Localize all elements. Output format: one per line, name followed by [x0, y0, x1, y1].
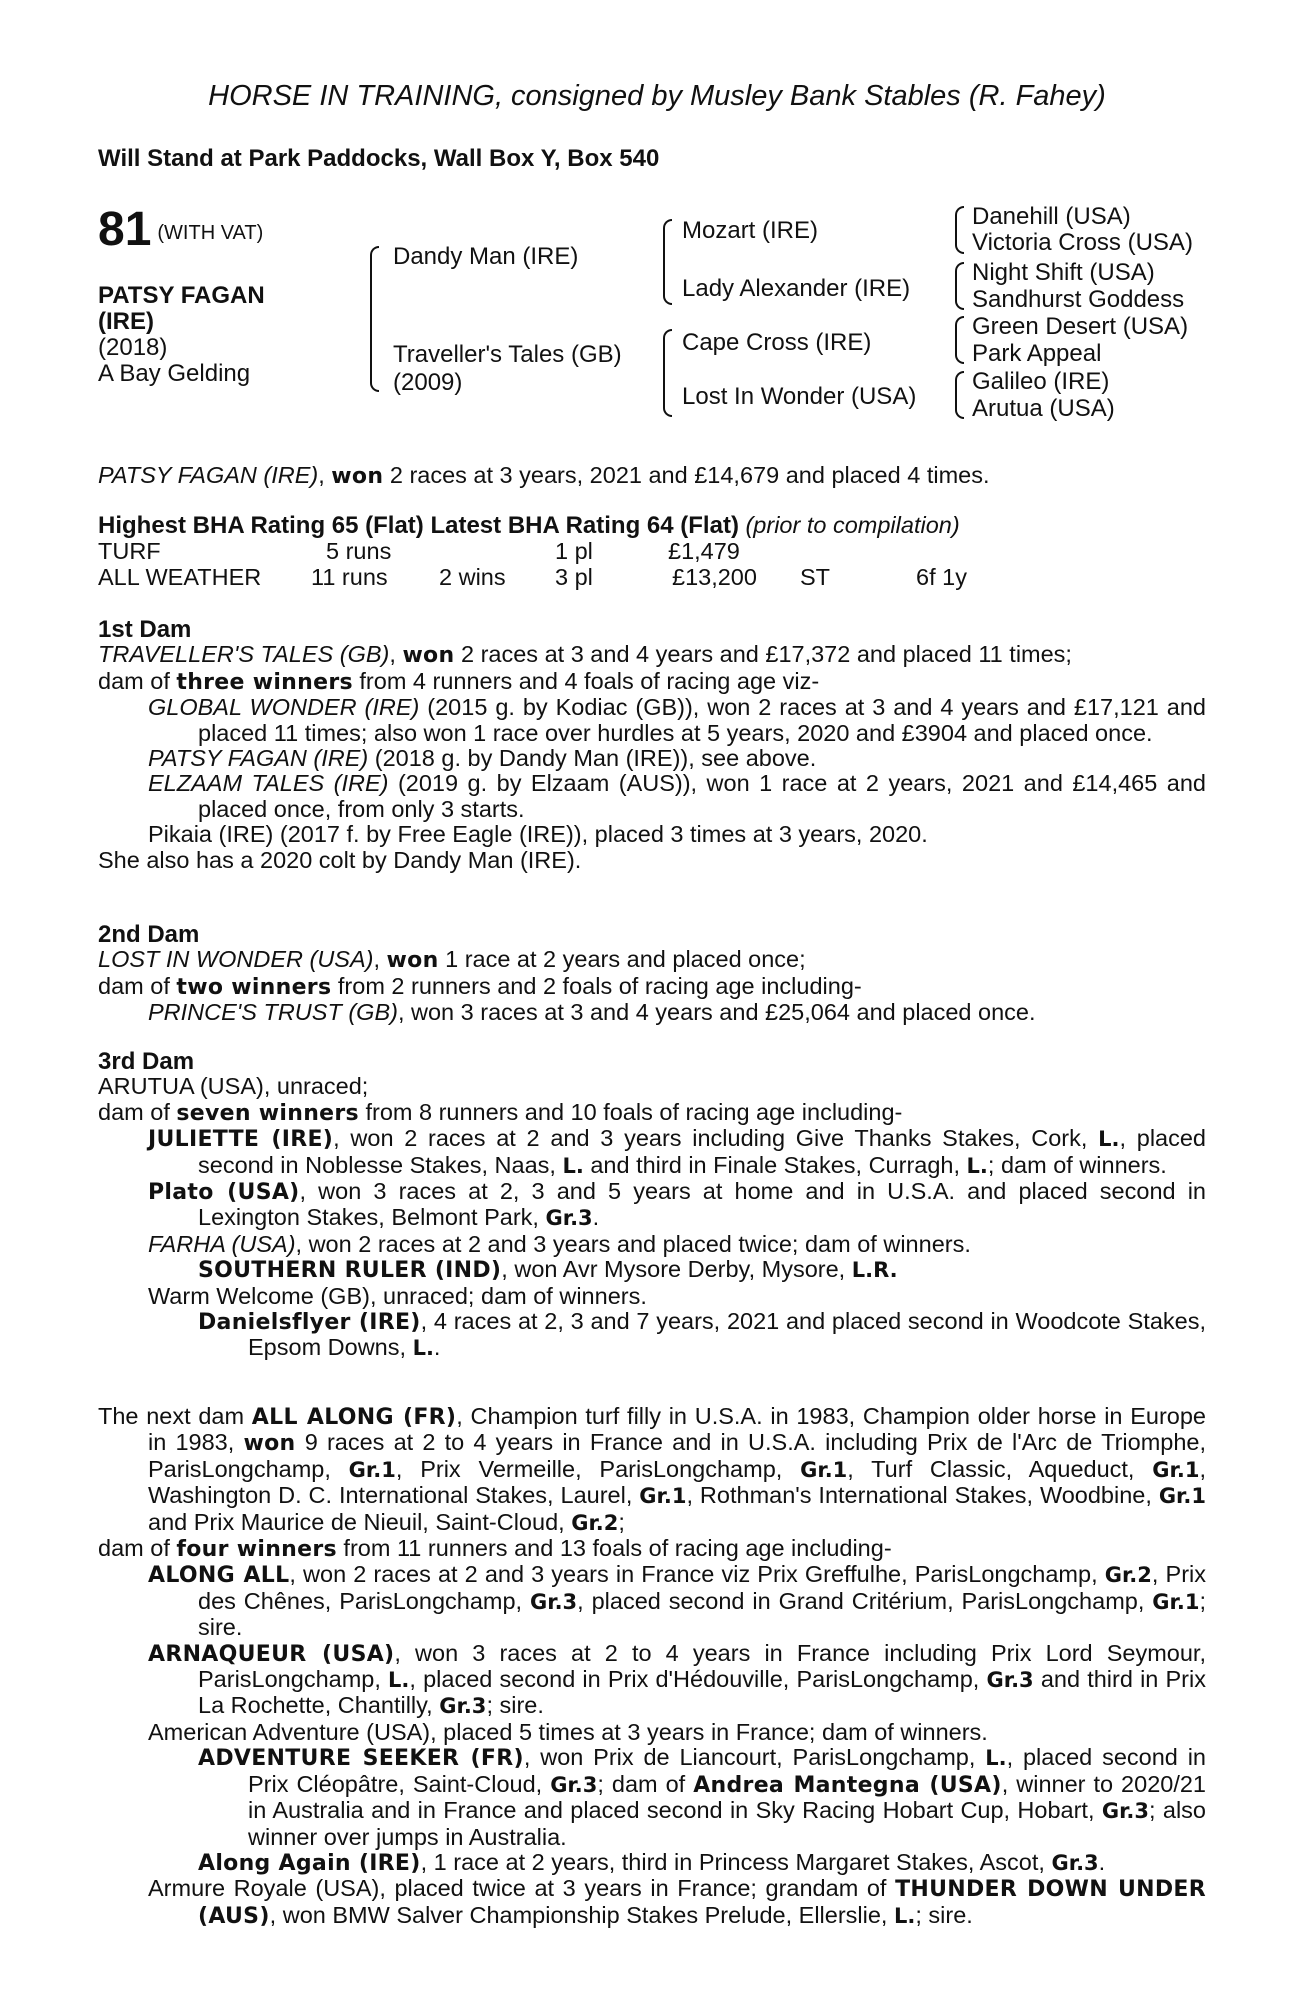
pedigree-bracket: [955, 262, 964, 310]
pedigree-dds: Galileo (IRE): [972, 368, 1110, 395]
pedigree-dam-year: (2009): [393, 369, 463, 396]
second-dam-section: 2nd Dam LOST IN WONDER (USA), won 1 race at 2 years and placed once; dam of two winners from 2 runners and 2 foals of racing age including- PRINCE'S TRUST (GB), won 3 races at 3 and 4 years and £25,064 and placed once.: [98, 921, 1036, 1026]
pedigree-sds: Night Shift (USA): [972, 259, 1155, 286]
pedigree-bracket: [663, 329, 672, 417]
stand-location: Will Stand at Park Paddocks, Wall Box Y, Box 540: [98, 145, 660, 172]
first-dam-heading: 1st Dam: [98, 616, 192, 643]
pedigree-ddd: Arutua (USA): [972, 395, 1115, 422]
race-summary: PATSY FAGAN (IRE), won 2 races at 3 years, 2021 and £14,679 and placed 4 times.: [98, 462, 990, 489]
next-dam-section: The next dam ALL ALONG (FR), Champion turf filly in U.S.A. in 1983, Champion older horse in Europe in 1983, won 9 races at 2 to 4 years in France and in U.S.A. including Prix de l'Arc de Triomphe, ParisLongchamp, Gr.1, Prix Vermeille, ParisLongchamp, Gr.1, Turf Classic, Aqueduct, Gr.1, Washington D. C. International Stakes, Laurel, Gr.1, Rothman's International Stakes, Woodbine, Gr.1 and Prix Maurice de Nieuil, Saint-Cloud, Gr.2; dam of four winners from 11 runners and 13 foals of racing age including- ALONG ALL, won 2 races at 2 and 3 years in France viz Prix Greffulhe, ParisLongchamp, Gr.2, Prix des Chênes, ParisLongchamp, Gr.3, placed second in Grand Critérium, ParisLongchamp, Gr.1; sire. ARNAQUEUR (USA), won 3 races at 2 to 4 years in France including Prix Lord Seymour, ParisLongchamp, L., placed second in Prix d'Hédouville, ParisLongchamp, Gr.3 and third in Prix La Rochette, Chantilly, Gr.3; sire. American Adventure (USA), placed 5 times at 3 years in France; dam of winners. ADVENTURE SEEKER (FR), won Prix de Liancourt, ParisLongchamp, L., placed second in Prix Cléopâtre, Saint-Cloud, Gr.3; dam of Andrea Mantegna (USA), winner to 2020/21 in Australia and in France and placed second in Sky Racing Hobart Cup, Hobart, Gr.3; also winner over jumps in Australia. Along Again (IRE), 1 race at 2 years, third in Princess Margaret Stakes, Ascot, Gr.3. Armure Royale (USA), placed twice at 3 years in France; grandam of THUNDER DOWN UNDER (AUS), won BMW Salver Championship Stakes Prelude, Ellerslie, L.; sire.: [98, 1403, 1207, 1929]
pedigree-sdd: Sandhurst Goddess: [972, 286, 1185, 313]
pedigree-ssd: Victoria Cross (USA): [972, 229, 1193, 256]
page-header: HORSE IN TRAINING, consigned by Musley Bank Stables (R. Fahey): [208, 80, 1106, 112]
horse-year: (2018): [98, 334, 168, 361]
pedigree-dam: Traveller's Tales (GB): [393, 341, 622, 368]
pedigree-bracket: [955, 316, 964, 364]
horse-description: A Bay Gelding: [98, 360, 251, 387]
horse-country: (IRE): [98, 308, 154, 335]
horse-name: PATSY FAGAN: [98, 282, 265, 309]
pedigree-bracket: [955, 371, 964, 419]
lot-number-value: 81: [98, 203, 152, 256]
pedigree-dsd: Park Appeal: [972, 340, 1102, 367]
progeny-item: PATSY FAGAN (IRE) (2018 g. by Dandy Man (IRE)), see above.: [148, 745, 817, 772]
pedigree-bracket: [370, 246, 379, 392]
pedigree-sire: Dandy Man (IRE): [393, 243, 579, 270]
progeny-item: GLOBAL WONDER (IRE) (2015 g. by Kodiac (GB)), won 2 races at 3 and 4 years and £17,121 and placed 11 times; also won 1 race over hurdles at 5 years, 2020 and £3904 and placed once.: [148, 694, 1206, 746]
vat-note: (WITH VAT): [157, 222, 264, 244]
pedigree-bracket: [663, 219, 672, 305]
pedigree-dss: Green Desert (USA): [972, 313, 1189, 340]
first-dam-section: 1st Dam TRAVELLER'S TALES (GB), won 2 races at 3 and 4 years and £17,372 and placed 11 times; dam of three winners from 4 runners and 4 foals of racing age viz- GLOBAL WONDER (IRE) (2015 g. by Kodiac (GB)), won 2 races at 3 and 4 years and £17,121 and placed 11 times; also won 1 race over hurdles at 5 years, 2020 and £3904 and placed once. PATSY FAGAN (IRE) (2018 g. by Dandy Man (IRE)), see above. ELZAAM TALES (IRE) (2019 g. by Elzaam (AUS)), won 1 race at 2 years, 2021 and £14,465 and placed once, from only 3 starts. Pikaia (IRE) (2017 f. by Free Eagle (IRE)), placed 3 times at 3 years, 2020. She also has a 2020 colt by Dandy Man (IRE).: [98, 616, 1206, 873]
pedigree-sire-dam: Lady Alexander (IRE): [682, 275, 911, 302]
pedigree-sss: Danehill (USA): [972, 203, 1131, 230]
pedigree-dam-sire: Cape Cross (IRE): [682, 329, 872, 356]
progeny-item: ELZAAM TALES (IRE) (2019 g. by Elzaam (AUS)), won 1 race at 2 years, 2021 and £14,465 and placed once, from only 3 starts.: [148, 770, 1206, 822]
pedigree-sire-sire: Mozart (IRE): [682, 217, 819, 244]
pedigree-dam-dam: Lost In Wonder (USA): [682, 383, 917, 410]
third-dam-section: 3rd Dam ARUTUA (USA), unraced; dam of seven winners from 8 runners and 10 foals of racing age including- JULIETTE (IRE), won 2 races at 2 and 3 years including Give Thanks Stakes, Cork, L., placed second in Noblesse Stakes, Naas, L. and third in Finale Stakes, Curragh, L.; dam of winners. Plato (USA), won 3 races at 2, 3 and 5 years at home and in U.S.A. and placed second in Lexington Stakes, Belmont Park, Gr.3. FARHA (USA), won 2 races at 2 and 3 years and placed twice; dam of winners. SOUTHERN RULER (IND), won Avr Mysore Derby, Mysore, L.R. Warm Welcome (GB), unraced; dam of winners. Danielsflyer (IRE), 4 races at 2, 3 and 7 years, 2021 and placed second in Woodcote Stakes, Epsom Downs, L..: [98, 1048, 1207, 1361]
pedigree-bracket: [955, 206, 964, 254]
lot-number: [98, 205, 263, 258]
horse-details: [98, 283, 265, 387]
progeny-item: Pikaia (IRE) (2017 f. by Free Eagle (IRE)), placed 3 times at 3 years, 2020.: [148, 821, 928, 848]
bha-rating: Highest BHA Rating 65 (Flat) Latest BHA Rating 64 (Flat) (prior to compilation): [98, 512, 960, 539]
catalogue-page: HORSE IN TRAINING, consigned by Musley Bank Stables (R. Fahey) Will Stand at Park Paddocks, Wall Box Y, Box 540 81 (WITH VAT) PATSY FAGAN (IRE) (2018) A Bay Gelding Dandy Man (IRE) Traveller's Tales (GB) (2009) Mozart (IRE) Lady Alexander (IRE) Cape Cross (IRE) Lost In Wonder (USA) Danehill (USA) Victoria Cross (USA) Night Shift (USA) Sandhurst Goddess Green Desert (USA) Park Appeal Galileo (IRE) Arutua (USA) PATSY FAGAN (IRE), won 2 races at 3 years, 2021 and £14,679 and placed 4 times. Highest BHA Rating 65 (Flat) Latest BHA Rating 64 (Flat) (prior to compilation) TURF 5 runs 1 pl £1,479 ALL WEATHER 11 runs 2 wins 3 pl £13,200 ST 6f 1y 1st Dam TRAVELLER'S TALES (GB), won 2 races at 3 and 4 years and £17,372 and placed 11 times; dam of three winners from 4 runners and 4 foals of racing age viz- GLOBAL WONDER (IRE) (2015 g. by Kodiac (GB)), won 2 races at 3 and 4 years and £17,121 and placed 11 times; also won 1 race over hurdles at 5 years, 2020 and £3904 and placed once. PATSY FAGAN (IRE) (2018 g. by Dandy Man (IRE)), see above. ELZAAM TALES (IRE) (2019 g. by Elzaam (AUS)), won 1 race at 2 years, 2021 and £14,465 and placed once, from only 3 starts. Pikaia (IRE) (2017 f. by Free Eagle (IRE)), placed 3 times at 3 years, 2020. She also has a 2020 colt by Dandy Man (IRE). 2nd Dam LOST IN WONDER (USA), won 1 race at 2 years and placed once; dam of two winners from 2 runners and 2 foals of racing age including- PRINCE'S TRUST (GB), won 3 races at 3 and 4 years and £25,064 and placed once. 3rd Dam ARUTUA (USA), unraced; dam of seven winners from 8 runners and 10 foals of racing age including- JULIETTE (IRE), won 2 races at 2 and 3 years including Give Thanks Stakes, Cork, L., placed second in Noblesse Stakes, Naas, L. and third in Finale Stakes, Curragh, L.; dam of winners. Plato (USA), won 3 races at 2, 3 and 5 years at home and in U.S.A. and placed second in Lexington Stakes, Belmont Park, Gr.3. FARHA (USA), won 2 races at 2 and 3 years and placed twice; dam of winners. SOUTHERN RULER (IND), won Avr Mysore Derby, Mysore, L.R. Warm Welcome (GB), unraced; dam of winners. Danielsflyer (IRE), 4 races at 2, 3 and 7 years, 2021 and placed second in Woodcote Stakes, Epsom Downs, L.. The next dam ALL ALONG (FR), Champion turf filly in U.S.A. in 1983, Champion older horse in Europe in 1983, won 9 races at 2 to 4 years in France and in U.S.A. including Prix de l'Arc de Triomphe, ParisLongchamp, Gr.1, Prix Vermeille, ParisLongchamp, Gr.1, Turf Classic, Aqueduct, Gr.1, Washington D. C. International Stakes, Laurel, Gr.1, Rothman's International Stakes, Woodbine, Gr.1 and Prix Maurice de Nieuil, Saint-Cloud, Gr.2; dam of four winners from 11 runners and 13 foals of racing age including- ALONG ALL, won 2 races at 2 and 3 years in France viz Prix Greffulhe, ParisLongchamp, Gr.2, Prix des Chênes, ParisLongchamp, Gr.3, placed second in Grand Critérium, ParisLongchamp, Gr.1; sire. ARNAQUEUR (USA), won 3 races at 2 to 4 years in France including Prix Lord Seymour, ParisLongchamp, L., placed second in Prix d'Hédouville, ParisLongchamp, Gr.3 and third in Prix La Rochette, Chantilly, Gr.3; sire. American Adventure (USA), placed 5 times at 3 years in France; dam of winners. ADVENTURE SEEKER (FR), won Prix de Liancourt, ParisLongchamp, L., placed second in Prix Cléopâtre, Saint-Cloud, Gr.3; dam of Andrea Mantegna (USA), winner to 2020/21 in Australia and in France and placed second in Sky Racing Hobart Cup, Hobart, Gr.3; also winner over jumps in Australia. Along Again (IRE), 1 race at 2 years, third in Princess Margaret Stakes, Ascot, Gr.3. Armure Royale (USA), placed twice at 3 years in France; grandam of THUNDER DOWN UNDER (AUS), won BMW Salver Championship Stakes Prelude, Ellerslie, L.; sire.: [0, 0, 1314, 2000]
